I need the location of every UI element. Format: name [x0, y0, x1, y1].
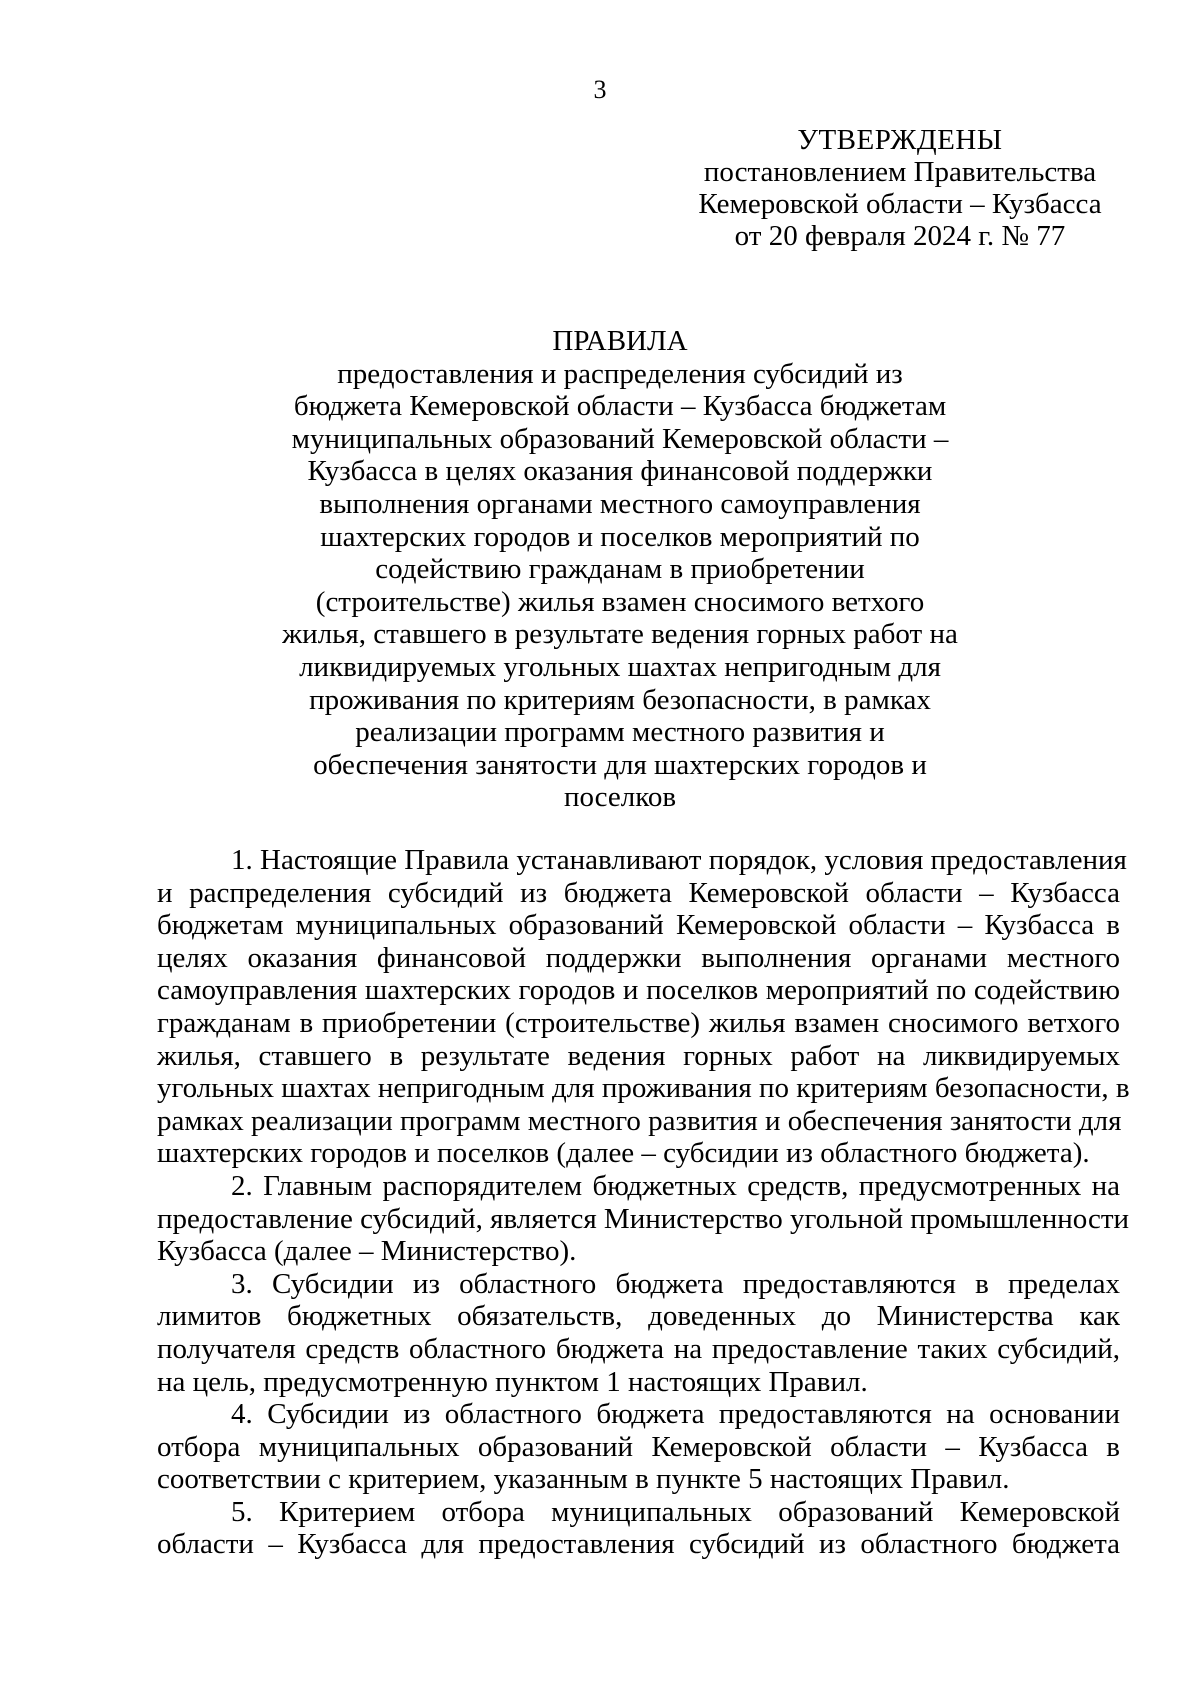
- text-line: соответствии с критерием, указанным в пункте 5 настоящих Правил.: [157, 1463, 1010, 1496]
- text-line: 5. Критерием отбора муниципальных образований Кемеровской: [231, 1495, 1120, 1528]
- paragraph-2: [157, 1169, 1130, 1268]
- approval-line: постановлением Правительства: [703, 156, 1097, 188]
- approval-date: от 20 февраля 2024 г. № 77: [734, 220, 1066, 252]
- text-line: отбора муниципальных образований Кемеровской области – Кузбасса в: [157, 1430, 1120, 1463]
- text-line: Кузбасса (далее – Министерство).: [157, 1235, 577, 1268]
- title-line: ликвидируемых угольных шахтах непригодным для: [299, 650, 941, 683]
- text-line: на цель, предусмотренную пунктом 1 настоящих Правил.: [157, 1365, 868, 1398]
- text-line: лимитов бюджетных обязательств, доведенных до Министерства как: [157, 1300, 1120, 1333]
- paragraph-4: [157, 1398, 1120, 1496]
- text-line: 4. Субсидии из областного бюджета предоставляются на основании: [231, 1398, 1120, 1431]
- title-line: жилья, ставшего в результате ведения горных работ на: [282, 618, 958, 651]
- text-line: 3. Субсидии из областного бюджета предоставляются в пределах: [231, 1267, 1120, 1300]
- title-line: обеспечения занятости для шахтерских городов и: [313, 748, 927, 781]
- text-line: бюджетам муниципальных образований Кемеровской области – Кузбасса в: [157, 909, 1120, 942]
- paragraph-1: [157, 844, 1130, 1170]
- text-line: области – Кузбасса для предоставления субсидий из областного бюджета: [157, 1528, 1120, 1561]
- title-line: муниципальных образований Кемеровской области –: [291, 422, 949, 455]
- text-line: 1. Настоящие Правила устанавливают порядок, условия предоставления: [231, 844, 1127, 876]
- text-line: рамках реализации программ местного развития и обеспечения занятости для: [157, 1104, 1122, 1137]
- title-line: шахтерских городов и поселков мероприятий по: [320, 520, 920, 553]
- text-line: самоуправления шахтерских городов и поселков мероприятий по содействию: [157, 974, 1120, 1007]
- text-line: целях оказания финансовой поддержки выполнения органами местного: [157, 941, 1120, 974]
- document-body: [157, 844, 1130, 1561]
- text-line: получателя средств областного бюджета на предоставление таких субсидий,: [157, 1332, 1120, 1365]
- text-line: гражданам в приобретении (строительстве) жилья взамен сносимого ветхого: [157, 1006, 1120, 1039]
- title-line: проживания по критериям безопасности, в рамках: [309, 683, 931, 716]
- document-title: [260, 325, 980, 814]
- title-line: выполнения органами местного самоуправления: [319, 487, 921, 520]
- text-line: шахтерских городов и поселков (далее – субсидии из областного бюджета).: [157, 1137, 1090, 1170]
- title-line: бюджета Кемеровской области – Кузбасса бюджетам: [293, 390, 947, 423]
- paragraph-5: [157, 1496, 1120, 1561]
- title-line: реализации программ местного развития и: [355, 716, 885, 749]
- text-line: предоставление субсидий, является Министерство угольной промышленности: [157, 1202, 1130, 1235]
- page-number: 3: [593, 75, 607, 104]
- approval-stamp: [690, 124, 1110, 252]
- approval-title: УТВЕРЖДЕНЫ: [797, 124, 1003, 156]
- title-line: (строительстве) жилья взамен сносимого ветхого: [315, 585, 925, 618]
- text-line: угольных шахтах непригодным для проживания по критериям безопасности, в: [157, 1072, 1130, 1105]
- paragraph-3: [157, 1268, 1120, 1398]
- title-line: содействию гражданам в приобретении: [375, 553, 865, 586]
- approval-line: Кемеровской области – Кузбасса: [698, 188, 1102, 220]
- title-line: предоставления и распределения субсидий из: [337, 357, 903, 390]
- text-line: жилья, ставшего в результате ведения горных работ на ликвидируемых: [157, 1039, 1120, 1072]
- title-line: Кузбасса в целях оказания финансовой поддержки: [307, 455, 933, 488]
- text-line: 2. Главным распорядителем бюджетных средств, предусмотренных на: [231, 1169, 1120, 1202]
- text-line: и распределения субсидий из бюджета Кемеровской области – Кузбасса: [157, 876, 1120, 909]
- title-heading: ПРАВИЛА: [552, 325, 688, 357]
- title-line: поселков: [563, 781, 677, 814]
